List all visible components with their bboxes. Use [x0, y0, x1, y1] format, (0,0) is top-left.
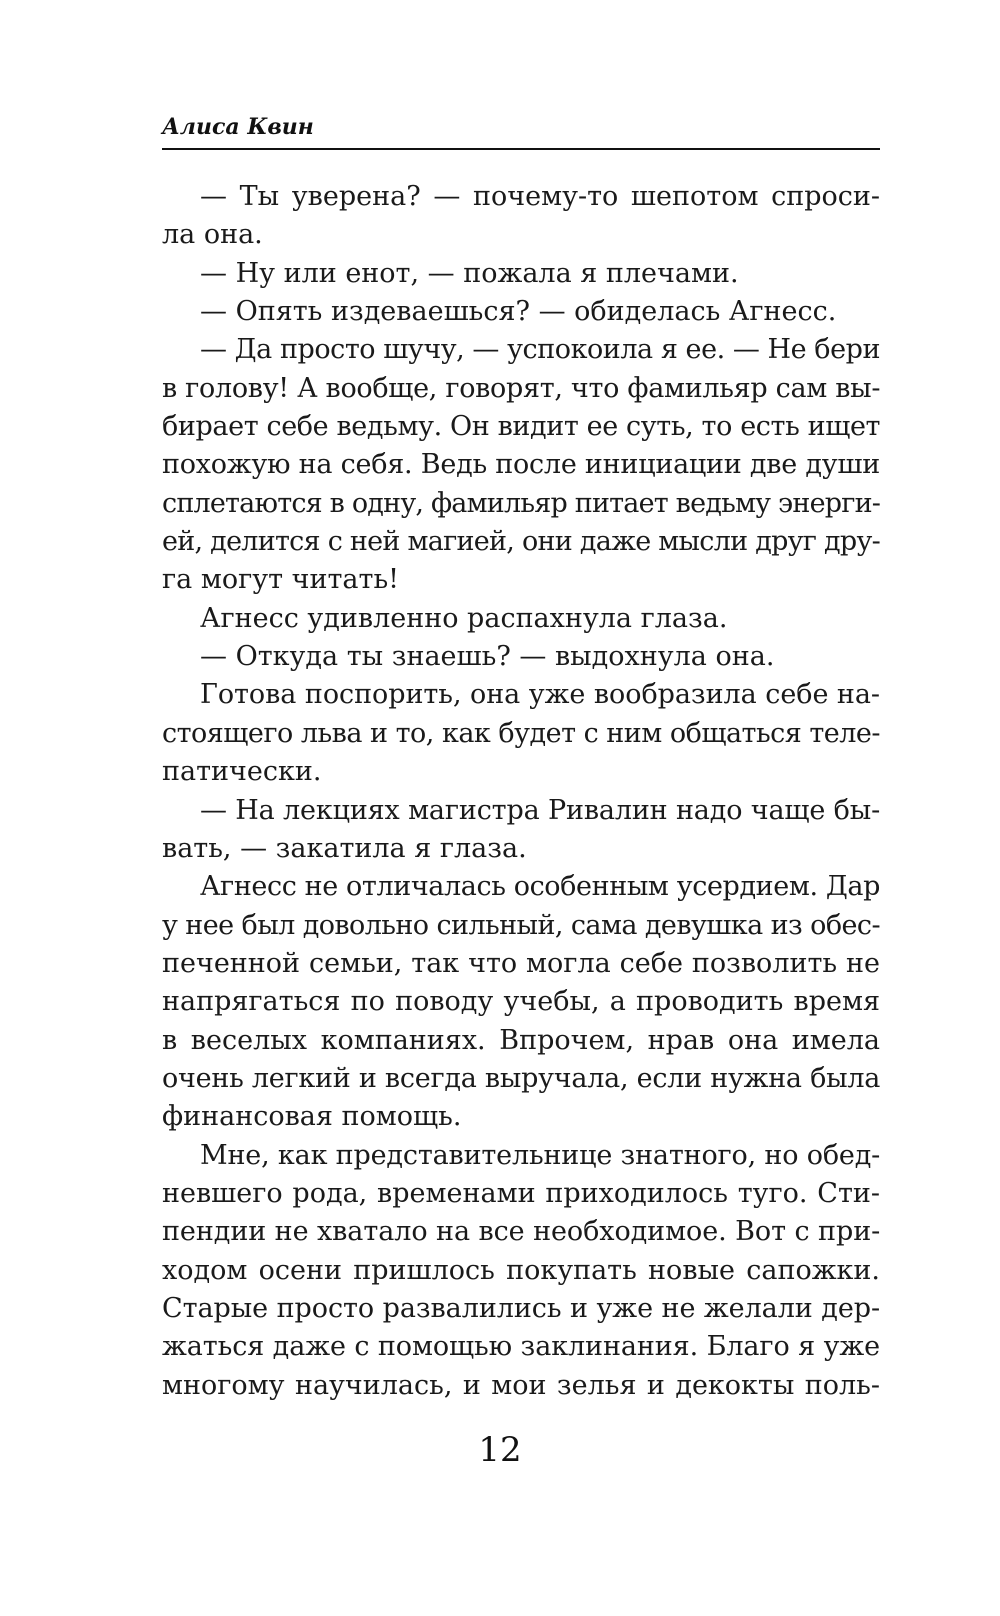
text-line: стоящего льва и то, как будет с ним общаться теле- — [162, 717, 880, 749]
text-line: Агнесс не отличалась особенным усердием. Дар — [200, 871, 881, 903]
running-head-author: Алиса Квин — [162, 114, 314, 140]
text-line: патически. — [162, 756, 322, 788]
text-line: вать, — закатила я глаза. — [162, 832, 527, 864]
text-line: ла она. — [162, 219, 263, 251]
header-rule — [162, 148, 880, 150]
text-line: — Ты уверена? — почему-то шепотом спроси- — [200, 181, 880, 212]
page-number: 12 — [478, 1430, 522, 1470]
text-line: бирает себе ведьму. Он видит ее суть, то есть ищет — [162, 411, 881, 443]
text-line: похожую на себя. Ведь после инициации две души — [162, 449, 880, 481]
text-line: многому научилась, и мои зелья и декокты поль- — [162, 1369, 880, 1401]
text-line: — Опять издеваешься? — обиделась Агнесс. — [200, 296, 837, 328]
body-text — [162, 178, 880, 1405]
text-line: финансовая помощь. — [162, 1101, 462, 1133]
text-line: напрягаться по поводу учебы, а проводить время — [162, 986, 880, 1018]
text-line: га могут читать! — [162, 564, 400, 596]
text-line: в голову! А вообще, говорят, что фамильяр сам вы- — [162, 372, 881, 404]
text-line: в веселых компаниях. Впрочем, нрав она имела — [162, 1024, 880, 1056]
text-line: Старые просто развалились и уже не желали дер- — [162, 1292, 881, 1324]
text-line: — Да просто шучу, — успокоила я ее. — Не бери — [200, 334, 881, 366]
text-line: ходом осени пришлось покупать новые сапожки. — [162, 1254, 880, 1286]
text-line: пендии не хватало на все необходимое. Вот с при- — [162, 1216, 881, 1248]
text-line: Мне, как представительнице знатного, но обед- — [200, 1139, 881, 1171]
text-line: — На лекциях магистра Ривалин надо чаще бы- — [200, 794, 881, 826]
text-line: у нее был довольно сильный, сама девушка из обес- — [162, 909, 880, 941]
text-line: печенной семьи, так что могла себе позволить не — [162, 947, 880, 979]
text-line: сплетаются в одну, фамильяр питает ведьму энерги- — [162, 487, 881, 519]
text-line: очень легкий и всегда выручала, если нужна была — [162, 1062, 881, 1094]
text-line: — Ну или енот, — пожала я плечами. — [200, 257, 739, 289]
text-line: — Откуда ты знаешь? — выдохнула она. — [200, 641, 775, 673]
text-line: жаться даже с помощью заклинания. Благо я уже — [162, 1331, 881, 1363]
text-line: ей, делится с ней магией, они даже мысли друг дру- — [162, 526, 880, 558]
text-line: невшего рода, временами приходилось туго. Сти- — [162, 1177, 880, 1209]
text-line: Готова поспорить, она уже вообразила себе на- — [200, 679, 880, 711]
text-line: Агнесс удивленно распахнула глаза. — [200, 602, 728, 634]
